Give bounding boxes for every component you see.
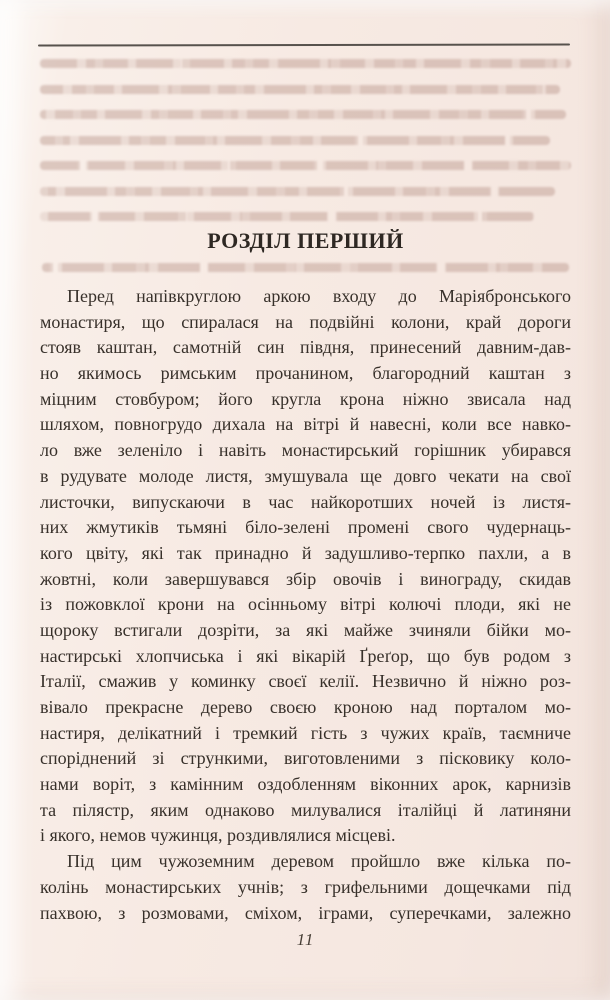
body-line: споріднений зі стрункими, виготовленими з пісковику коло- bbox=[40, 748, 571, 769]
paragraph bbox=[40, 849, 571, 926]
body-line: настиря, делікатний і тремкий гість з чужих країв, таємниче bbox=[40, 722, 571, 743]
body-line: із пожовклої крони на осінньому вітрі колючі плоди, які не bbox=[40, 594, 571, 615]
body-line: міцним стовбуром; його кругла крона ніжно звисала над bbox=[40, 388, 571, 409]
body-line: щороку встигали дозріти, за які майже зчиняли бійки мо- bbox=[40, 619, 571, 640]
body-line: Італії, смажив у коминку своєї келії. Незвично й ніжно роз- bbox=[40, 671, 571, 692]
bleed-through-text bbox=[40, 59, 571, 238]
bleed-through-line bbox=[40, 136, 550, 145]
bleed-through-line bbox=[40, 59, 571, 68]
body-line: нами воріт, з камінним оздобленням віконних арок, карнизів bbox=[40, 774, 571, 795]
bleed-through-line bbox=[40, 212, 534, 221]
body-line: жовтні, коли завершувався збір овочів і винограду, скидав bbox=[40, 568, 571, 589]
body-line: кого цвіту, які так принадно й задушливо-терпко пахли, а в bbox=[40, 542, 571, 563]
body-line: колінь монастирських учнів; з грифельними дощечками під bbox=[40, 876, 571, 897]
paragraph bbox=[40, 284, 571, 849]
body-line: вівало прекрасне дерево своєю кроною над порталом мо- bbox=[40, 697, 571, 717]
body-line: листочки, випускаючи в час найкоротших ночей із листя- bbox=[40, 491, 571, 512]
body-line: та пілястр, яким однаково милувалися італійці й латиняни bbox=[40, 799, 571, 820]
body-line: ло вже зеленіло і навіть монастирський горішник убирався bbox=[40, 440, 571, 461]
bleed-through-line bbox=[42, 263, 569, 272]
body-line: настирські хлопчиська і які вікарій Ґреґор, що був родом з bbox=[40, 645, 571, 666]
body-line: монастиря, що спиралася на подвійні колони, край дороги bbox=[40, 311, 571, 332]
body-text bbox=[40, 284, 571, 926]
body-line: шляхом, повногрудо дихала на вітрі й навесні, коли все навко- bbox=[40, 414, 571, 435]
body-line: і якого, немов чужинця, роздивлялися місцеві. bbox=[40, 825, 396, 846]
bleed-through-line bbox=[40, 161, 571, 170]
body-line: них жмутиків тьмяні біло-зелені промені свого чудернаць- bbox=[40, 517, 571, 538]
body-line: Під цим чужоземним деревом пройшло вже кілька по- bbox=[67, 851, 571, 872]
bleed-through-line bbox=[40, 187, 555, 196]
header-rule bbox=[38, 43, 570, 46]
body-line: Перед напівкруглою аркою входу до Маріябронського bbox=[67, 286, 571, 306]
bleed-through-line bbox=[40, 85, 560, 94]
body-line: пахвою, з розмовами, сміхом, іграми, суперечками, залежно bbox=[40, 902, 571, 923]
page-number: 11 bbox=[296, 930, 315, 949]
body-line: но якимось римським прочанином, благородний каштан з bbox=[40, 363, 571, 384]
body-line: в рудувате молоде листя, змушувала ще довго чекати на свої bbox=[40, 465, 571, 486]
chapter-heading: РОЗДІЛ ПЕРШИЙ bbox=[207, 228, 404, 253]
body-line: стояв каштан, самотній син півдня, принесений давним-дав- bbox=[40, 337, 571, 358]
bleed-through-line bbox=[40, 110, 566, 119]
